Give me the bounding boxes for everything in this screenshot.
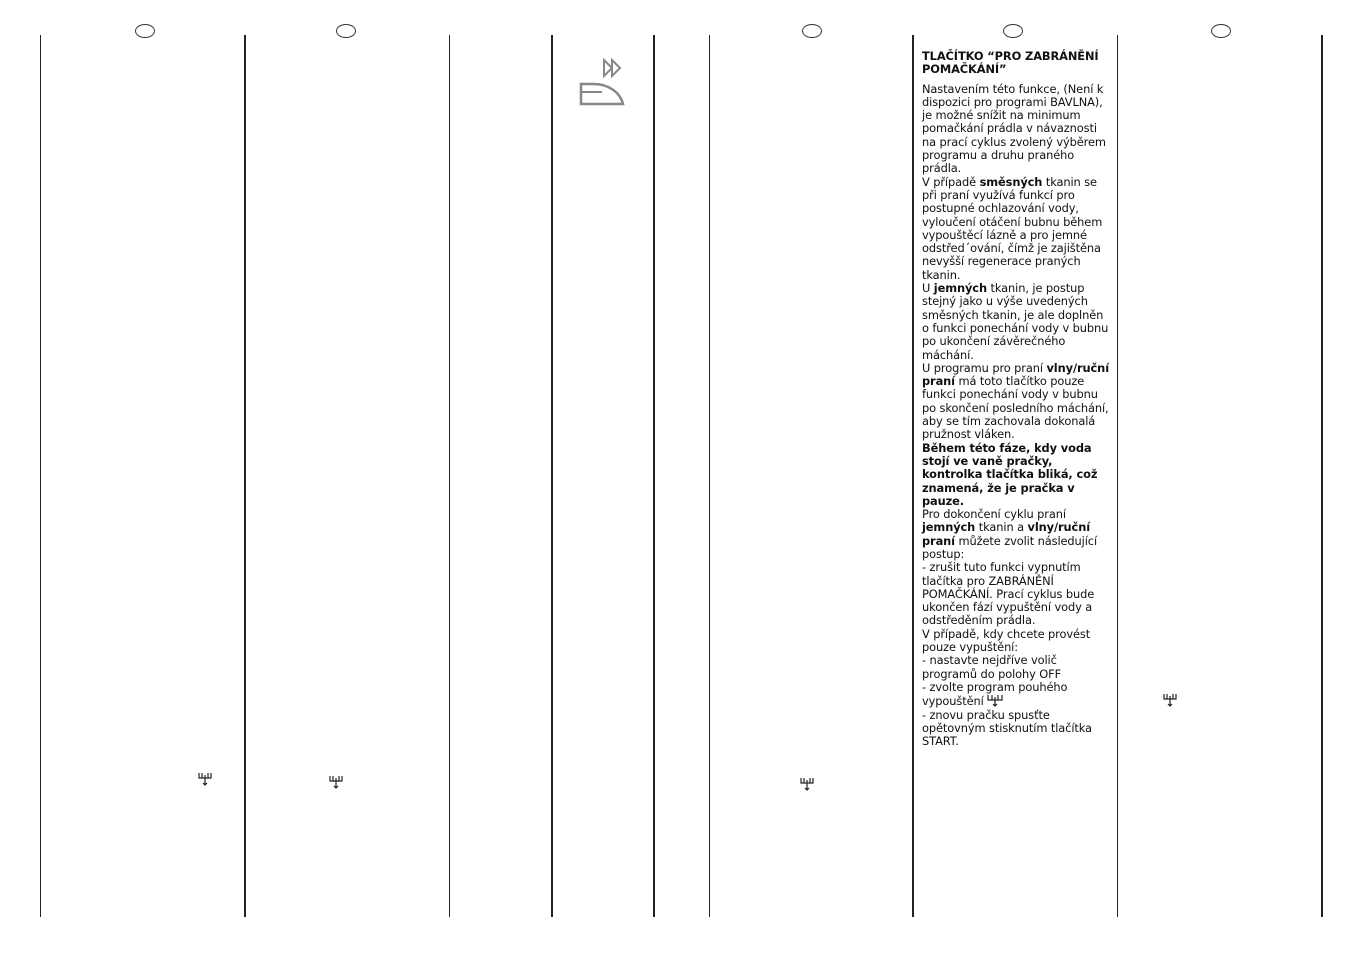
paragraph-intro: Nastavením této funkce, (Není k dispozici pro programi BAVLNA), je možné snížit na minimum pomačkání prádla v návaznosti na prací cyklus zvolený výběrem programu a druhu praného prádla. bbox=[922, 81, 1106, 176]
column-divider bbox=[1117, 35, 1118, 917]
bold-text: Během této fáze, kdy voda stojí ve vaně pračky, kontrolka tlačítka bliká, což znamená, že je pračka v pauze. bbox=[922, 440, 1098, 508]
paragraph-pause-warning bbox=[922, 442, 1112, 508]
paragraph-finish-cycle bbox=[922, 508, 1112, 561]
oval-marker-icon bbox=[135, 24, 155, 38]
column-divider bbox=[449, 35, 450, 917]
bold-text: vlny/ruční praní bbox=[922, 520, 1091, 548]
bold-text: jemných bbox=[922, 520, 976, 535]
text-run: Pro dokončení cyklu praní bbox=[922, 507, 1066, 522]
text-run: můžete zvolit následující postup: bbox=[922, 533, 1098, 561]
paragraph-delicate-fabrics bbox=[922, 282, 1112, 362]
column-divider bbox=[653, 35, 655, 917]
drain-icon bbox=[329, 774, 343, 790]
text-run: V případě bbox=[922, 174, 980, 189]
drain-icon bbox=[198, 771, 212, 787]
bold-text: směsných bbox=[979, 174, 1043, 189]
bold-text: jemných bbox=[933, 281, 987, 296]
text-run: U programu pro praní bbox=[922, 360, 1047, 375]
bold-text: vlny/ruční praní bbox=[922, 360, 1110, 389]
section-title: TLAČÍTKO “PRO ZABRÁNĚNÍ POMAČKÁNÍ” bbox=[922, 49, 1099, 77]
paragraph-drain-only: V případě, kdy chcete provést pouze vypuštění: bbox=[922, 626, 1091, 655]
iron-anti-crease-icon bbox=[578, 58, 628, 108]
paragraph-cancel-function: - zrušit tuto funkci vypnutím tlačítka pro ZABRÁNĚNÍ POMAČKÁNÍ. Prací cyklus bude ukončen fází vypuštění vody a odstředěním prádla. bbox=[922, 560, 1095, 628]
text-run: U bbox=[922, 281, 934, 296]
paragraph-wool bbox=[922, 362, 1112, 442]
paragraph-step-restart: - znovu pračku spusťte opětovným stisknutím tlačítka START. bbox=[922, 707, 1092, 749]
text-run: tkanin se při praní využívá funkcí pro postupné ochlazování vody, vyloučení otáčení bubnu během vypouštěcí lázně a pro jemné odstřed´ování, čímž je zajištěna nevyšší regenerace praných tkanin. bbox=[922, 174, 1103, 282]
text-run: má toto tlačítko pouze funkci ponechání vody v bubnu po skončení posledního máchání, aby se tím zachovala dokonalá pružnost vláken. bbox=[922, 374, 1109, 442]
paragraph-step-off: - nastavte nejdříve volič programů do polohy OFF bbox=[922, 653, 1062, 681]
column-divider bbox=[912, 35, 914, 917]
oval-marker-icon bbox=[802, 24, 822, 38]
anti-crease-instructions bbox=[922, 50, 1112, 748]
drain-icon bbox=[1163, 692, 1177, 708]
column-divider bbox=[40, 35, 41, 917]
column-divider bbox=[709, 35, 710, 917]
oval-marker-icon bbox=[1211, 24, 1231, 38]
text-run: - zvolte program pouhého vypouštění bbox=[922, 679, 1068, 709]
drain-icon bbox=[987, 694, 1003, 707]
paragraph-step-drain bbox=[922, 681, 1112, 709]
column-divider bbox=[244, 35, 246, 917]
drain-icon bbox=[800, 776, 814, 792]
text-run: tkanin, je postup stejný jako u výše uvedených směsných tkanin, je ale doplněn o funkci ponechání vody v bubnu po ukončení závěrečného máchání. bbox=[922, 281, 1109, 362]
text-run: tkanin a bbox=[975, 520, 1028, 535]
oval-marker-icon bbox=[336, 24, 356, 38]
column-divider bbox=[1321, 35, 1323, 917]
paragraph-mixed-fabrics bbox=[922, 176, 1112, 282]
oval-marker-icon bbox=[1003, 24, 1023, 38]
column-divider bbox=[551, 35, 553, 917]
